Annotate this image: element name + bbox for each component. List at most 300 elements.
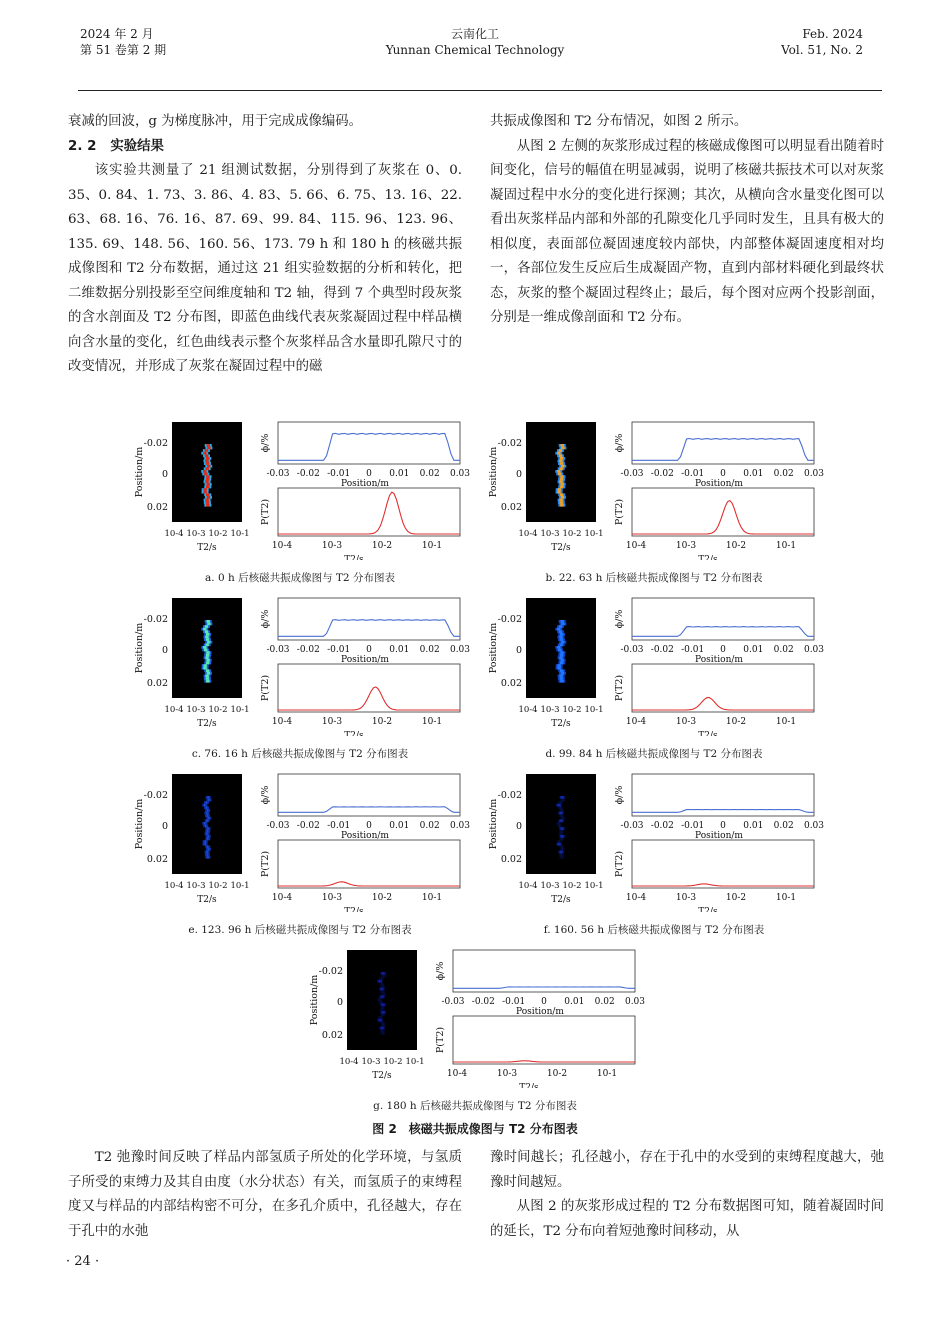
y-axis-label: ϕ/%	[260, 609, 271, 629]
panel-caption: d. 99. 84 h 后核磁共振成像图与 T2 分布图表	[545, 748, 763, 760]
tick-label: 0.01	[389, 469, 410, 479]
mri-signal-core	[560, 659, 563, 662]
tick-label: 10-2	[546, 1069, 568, 1079]
mri-signal-core	[560, 483, 563, 486]
tick-label: -0.03	[620, 645, 644, 655]
mri-signal-core	[204, 843, 205, 846]
tick-label: -0.01	[502, 997, 526, 1007]
mri-signal-core	[205, 625, 208, 628]
tick-label: 10-2	[725, 541, 747, 551]
mri-signal-core	[204, 649, 207, 652]
mri-signal-core	[559, 499, 562, 502]
mri-signal-core	[205, 454, 208, 457]
journal-name-en: Yunnan Chemical Technology	[385, 43, 565, 57]
tick-label: 0	[720, 821, 726, 831]
panel-b	[484, 420, 904, 584]
mri-signal-core	[203, 452, 206, 455]
section-heading	[68, 135, 462, 160]
profile-plot-frame	[632, 422, 814, 464]
tick-label: 10-1	[775, 717, 797, 727]
mri-signal-core	[206, 462, 209, 465]
tick-label: 10-2	[562, 529, 582, 539]
mri-signal-core	[382, 1014, 383, 1017]
mri-signal-core	[560, 832, 561, 835]
running-header-right	[781, 26, 863, 58]
profile-series-line	[278, 433, 460, 460]
mri-signal-core	[561, 845, 562, 848]
tick-label: 10-3	[540, 881, 560, 891]
tick-label: 10-2	[208, 705, 228, 715]
tick-label: 10-2	[208, 529, 228, 539]
y-axis-label: P(T2)	[614, 498, 625, 526]
tick-label: 0.02	[773, 645, 794, 655]
x-axis-label: Position/m	[695, 479, 743, 489]
mri-signal-core	[207, 845, 208, 848]
mri-signal-core	[207, 496, 210, 499]
tick-label: 0.02	[146, 678, 168, 689]
tick-label: 10-1	[596, 1069, 618, 1079]
tick-label: -0.02	[497, 614, 522, 625]
paragraph: 从图 2 左侧的灰浆形成过程的核磁成像图可以明显看出随着时间变化，信号的幅值在明显减弱，说明了核磁共振技术可以对灰浆凝固过程中水分的变化进行探测；其次，从横向含水量变化图可以看出灰浆样品内部和外部的孔隙变化几乎同时发生，且具有极大的相似度，表面部位凝固速度较内部快，内部整体凝固速度相对均一，各部位发生反应后生成凝固产物，直到内部材料硬化到最终状态，灰浆的整个凝固过程终止；最后，每个图对应两个投影剖面，分别是一维成像剖面和 T2 分布。	[490, 138, 884, 325]
mri-signal-core	[383, 972, 384, 975]
tick-label: 10-1	[584, 705, 604, 715]
tick-label: 0.02	[773, 469, 794, 479]
panel-svg-e	[130, 772, 470, 912]
mri-signal-core	[205, 449, 208, 452]
mri-signal-core	[207, 856, 208, 859]
tick-label: 10-3	[675, 893, 697, 903]
panel-caption: g. 180 h 后核磁共振成像图与 T2 分布图表	[373, 1100, 577, 1112]
tick-label: 0.02	[419, 469, 440, 479]
mri-signal-core	[206, 851, 207, 854]
mri-signal-core	[559, 675, 562, 678]
tick-label: 10-4	[625, 717, 647, 727]
y-axis-label: Position/m	[134, 446, 145, 498]
tick-label: 0	[515, 821, 522, 832]
tick-label: -0.02	[497, 438, 522, 449]
mri-signal-core	[207, 853, 208, 856]
tick-label: 0.02	[500, 854, 522, 865]
mri-signal-core	[560, 638, 563, 641]
tick-label: -0.02	[650, 821, 674, 831]
x-axis-label: T2/s	[197, 895, 217, 905]
mri-signal-core	[205, 630, 208, 633]
tick-label: 0	[366, 821, 372, 831]
text-line: 衰减的回波，g 为梯度脉冲，用于完成成像编码。	[68, 114, 363, 129]
mri-signal-core	[379, 980, 380, 983]
mri-signal-core	[559, 460, 562, 463]
paragraph: 该实验共测量了 21 组测试数据，分别得到了灰浆在 0、0. 35、0. 84、1. 73、3. 86、4. 83、5. 66、6. 75、13. 16、22. 63、68. 16、76. 16、87. 69、99. 84、115. 96、123. 96、135. 69、148. 56、160. 56、173. 79 h 和 180 h 的核磁共振成像图和 T2 分布数据，通过这 21 组实验数据的分析和转化，把二维数据分别投影至空间维度轴和 T2 轴，得到 7 个典型时段灰浆的含水剖面及 T2 分布图，即蓝色曲线代表灰浆凝固过程中样品横向含水量的变化，红色曲线表示整个灰浆样品含水量即孔隙尺寸的改变情况，并形成了灰浆在凝固过程中的磁	[68, 163, 462, 374]
mri-signal-core	[207, 620, 210, 623]
mri-signal-core	[560, 812, 561, 815]
tick-label: 10-2	[562, 881, 582, 891]
left-column-top	[68, 110, 462, 380]
mri-signal-core	[382, 1021, 383, 1024]
mri-signal-core	[560, 486, 563, 489]
mri-signal-core	[207, 447, 210, 450]
mri-signal-core	[561, 447, 564, 450]
t2-plot-frame	[632, 664, 814, 712]
tick-label: 0.03	[624, 997, 645, 1007]
mri-signal-core	[206, 677, 209, 680]
mri-signal-core	[382, 990, 383, 993]
figure-title: 图 2 核磁共振成像图与 T2 分布图表	[372, 1122, 578, 1136]
tick-label: -0.01	[681, 821, 705, 831]
mri-signal-core	[208, 799, 209, 802]
mri-signal-core	[559, 656, 562, 659]
tick-label: 10-3	[540, 529, 560, 539]
panel-caption: c. 76. 16 h 后核磁共振成像图与 T2 分布图表	[191, 748, 409, 760]
mri-signal-core	[206, 669, 209, 672]
right-column-top	[490, 110, 884, 331]
panel-svg-f	[484, 772, 824, 912]
mri-signal-core	[560, 462, 563, 465]
mri-signal-core	[558, 822, 559, 825]
y-axis-label: ϕ/%	[614, 609, 625, 629]
mri-signal-core	[558, 840, 559, 843]
panel-caption: f. 160. 56 h 后核磁共振成像图与 T2 分布图表	[543, 924, 765, 936]
tick-label: 0	[515, 645, 522, 656]
t2-plot-frame	[453, 1016, 635, 1064]
mri-signal-core	[207, 830, 208, 833]
tick-label: -0.02	[296, 645, 320, 655]
mri-signal-core	[206, 493, 209, 496]
mri-signal-core	[206, 457, 209, 460]
left-column-bottom	[68, 1146, 462, 1244]
mri-signal-core	[208, 796, 209, 799]
tick-label: -0.02	[143, 614, 168, 625]
mri-signal-core	[205, 460, 208, 463]
mri-signal-core	[381, 982, 382, 985]
mri-signal-core	[560, 806, 561, 809]
mri-signal-core	[559, 630, 562, 633]
tick-label: 0.02	[146, 502, 168, 513]
tick-label: -0.02	[143, 790, 168, 801]
mri-signal-core	[560, 851, 561, 854]
tick-label: -0.02	[650, 645, 674, 655]
tick-label: 0	[336, 997, 343, 1008]
mri-signal-core	[205, 656, 208, 659]
tick-label: -0.01	[681, 469, 705, 479]
x-axis-label: Position/m	[516, 1007, 564, 1017]
tick-label: 10-4	[446, 1069, 468, 1079]
x-axis-label: T2/s	[519, 1083, 539, 1088]
header-volume-en: Vol. 51, No. 2	[781, 43, 863, 57]
mri-signal-core	[561, 838, 562, 841]
mri-signal-core	[561, 856, 562, 859]
tick-label: 0	[720, 645, 726, 655]
mri-signal-core	[558, 804, 559, 807]
mri-signal-core	[203, 491, 206, 494]
tick-label: 10-1	[421, 541, 443, 551]
mri-signal-core	[561, 835, 562, 838]
tick-label: -0.03	[266, 645, 290, 655]
mri-signal-core	[561, 809, 562, 812]
tick-label: 0	[515, 469, 522, 480]
profile-series-line	[632, 627, 814, 637]
mri-signal-core	[203, 646, 206, 649]
mri-signal-core	[207, 835, 208, 838]
y-axis-label: ϕ/%	[260, 785, 271, 805]
header-volume: 第 51 卷第 2 期	[80, 43, 167, 57]
tick-label: 0.03	[803, 821, 824, 831]
tick-label: -0.02	[497, 790, 522, 801]
tick-label: 10-1	[775, 893, 797, 903]
mri-signal-core	[380, 1001, 381, 1004]
y-axis-label: ϕ/%	[614, 785, 625, 805]
mri-signal-core	[561, 496, 564, 499]
t2-series-line	[278, 687, 460, 710]
tick-label: -0.03	[441, 997, 465, 1007]
tick-label: 10-1	[584, 529, 604, 539]
t2-plot-frame	[278, 664, 460, 712]
mri-signal-core	[557, 664, 560, 667]
mri-signal-core	[203, 488, 206, 491]
y-axis-label: P(T2)	[260, 850, 271, 878]
mri-signal-core	[557, 491, 560, 494]
tick-label: -0.03	[620, 469, 644, 479]
y-axis-label: Position/m	[309, 974, 320, 1026]
tick-label: -0.02	[650, 469, 674, 479]
tick-label: 10-3	[186, 881, 206, 891]
section-title: 实验结果	[110, 138, 164, 154]
tick-label: 0.01	[743, 469, 764, 479]
tick-label: 0.03	[449, 645, 470, 655]
tick-label: 10-3	[186, 705, 206, 715]
tick-label: -0.02	[471, 997, 495, 1007]
tick-label: 10-4	[625, 893, 647, 903]
tick-label: 0.02	[594, 997, 615, 1007]
tick-label: 0.02	[419, 821, 440, 831]
panel-f	[484, 772, 904, 936]
mri-signal-core	[560, 475, 563, 478]
tick-label: 10-4	[625, 541, 647, 551]
mri-signal-core	[207, 672, 210, 675]
tick-label: 0.01	[389, 645, 410, 655]
mri-signal-core	[379, 1016, 380, 1019]
x-axis-label: T2/s	[344, 555, 364, 560]
panel-svg-a	[130, 420, 470, 560]
mri-signal-core	[382, 1029, 383, 1032]
x-axis-label: T2/s	[698, 907, 718, 912]
section-number: 2. 2	[68, 138, 97, 154]
tick-label: 10-3	[540, 705, 560, 715]
mri-signal-core	[560, 501, 563, 504]
panel-svg-b	[484, 420, 824, 560]
t2-series-line	[632, 501, 814, 535]
mri-signal-core	[207, 814, 208, 817]
mri-signal-core	[561, 830, 562, 833]
mri-signal-core	[383, 1024, 384, 1027]
mri-signal-core	[203, 667, 206, 670]
t2-series-line	[632, 884, 814, 886]
mri-signal-core	[557, 488, 560, 491]
tick-label: 0	[366, 469, 372, 479]
tick-label: -0.01	[327, 821, 351, 831]
tick-label: -0.02	[296, 469, 320, 479]
mri-signal-core	[207, 465, 210, 468]
y-axis-label: P(T2)	[614, 850, 625, 878]
mri-signal-core	[207, 838, 208, 841]
tick-label: -0.01	[327, 469, 351, 479]
mri-signal-core	[559, 825, 560, 828]
mri-signal-core	[208, 817, 209, 820]
tick-label: 10-4	[164, 881, 184, 891]
tick-label: 0	[366, 645, 372, 655]
mri-signal-core	[206, 654, 209, 657]
tick-label: -0.02	[318, 966, 343, 977]
x-axis-label: T2/s	[698, 555, 718, 560]
profile-plot-frame	[278, 774, 460, 816]
tick-label: 10-4	[339, 1057, 359, 1067]
mri-signal-core	[206, 662, 209, 665]
tick-label: 10-4	[164, 705, 184, 715]
panel-svg-c	[130, 596, 470, 736]
tick-label: 0.02	[419, 645, 440, 655]
mri-signal-core	[207, 827, 208, 830]
mri-signal-core	[381, 988, 382, 991]
mri-signal-core	[205, 643, 208, 646]
mri-signal-core	[560, 493, 563, 496]
mri-signal-core	[381, 1008, 382, 1011]
mri-signal-core	[557, 667, 560, 670]
mri-signal-core	[204, 840, 205, 843]
t2-plot-frame	[278, 488, 460, 536]
tick-label: 0.03	[803, 469, 824, 479]
mri-signal-core	[560, 633, 563, 636]
mri-signal-core	[562, 799, 563, 802]
tick-label: 10-3	[321, 717, 343, 727]
mri-signal-core	[558, 649, 561, 652]
x-axis-label: T2/s	[344, 907, 364, 912]
mri-signal-core	[207, 623, 210, 626]
x-axis-label: T2/s	[551, 895, 571, 905]
y-axis-label: P(T2)	[260, 498, 271, 526]
mri-signal-core	[561, 641, 564, 644]
t2-plot-frame	[278, 840, 460, 888]
tick-label: 0.03	[449, 469, 470, 479]
tick-label: 10-2	[371, 717, 393, 727]
mri-signal-core	[561, 620, 564, 623]
y-axis-label: P(T2)	[614, 674, 625, 702]
tick-label: -0.01	[681, 645, 705, 655]
panel-caption: e. 123. 96 h 后核磁共振成像图与 T2 分布图表	[188, 924, 412, 936]
mri-signal-core	[383, 993, 384, 996]
tick-label: 10-2	[383, 1057, 403, 1067]
tick-label: 10-3	[361, 1057, 381, 1067]
mri-signal-core	[206, 659, 209, 662]
page-number: · 24 ·	[66, 1254, 100, 1269]
mri-signal-core	[206, 638, 209, 641]
tick-label: -0.02	[143, 438, 168, 449]
y-axis-label: Position/m	[134, 798, 145, 850]
tick-label: 10-4	[271, 893, 293, 903]
tick-label: 10-1	[421, 717, 443, 727]
profile-series-line	[632, 439, 814, 461]
t2-series-line	[278, 882, 460, 886]
mri-signal-core	[560, 677, 563, 680]
mri-signal-core	[206, 483, 209, 486]
y-axis-label: P(T2)	[260, 674, 271, 702]
mri-signal-core	[205, 467, 208, 470]
header-date: 2024 年 2 月	[80, 27, 154, 41]
y-axis-label: ϕ/%	[614, 433, 625, 453]
profile-plot-frame	[278, 422, 460, 464]
profile-series-line	[453, 987, 635, 988]
mri-signal-core	[560, 654, 563, 657]
mri-signal-core	[203, 664, 206, 667]
panel-svg-g	[305, 948, 645, 1088]
mri-signal-core	[561, 672, 564, 675]
mri-signal-core	[207, 641, 210, 644]
mri-signal-core	[205, 825, 206, 828]
y-axis-label: Position/m	[488, 446, 499, 498]
tick-label: 10-2	[371, 541, 393, 551]
profile-plot-frame	[453, 950, 635, 992]
mri-signal-core	[379, 1019, 380, 1022]
mri-signal-core	[206, 504, 209, 507]
mri-signal-core	[560, 478, 563, 481]
tick-label: 10-2	[371, 893, 393, 903]
right-column-bottom	[490, 1146, 884, 1244]
mri-signal-core	[208, 848, 209, 851]
mri-signal-core	[382, 985, 383, 988]
tick-label: 0.02	[773, 821, 794, 831]
mri-signal-core	[205, 636, 208, 639]
x-axis-label: Position/m	[695, 655, 743, 665]
panel-g	[305, 948, 725, 1112]
tick-label: 10-3	[675, 717, 697, 727]
mri-signal-core	[205, 480, 208, 483]
mri-signal-core	[560, 819, 561, 822]
x-axis-label: T2/s	[551, 719, 571, 729]
tick-label: 0.03	[803, 645, 824, 655]
y-axis-label: Position/m	[488, 622, 499, 674]
mri-signal-core	[557, 470, 560, 473]
mri-signal-core	[206, 806, 207, 809]
x-axis-label: Position/m	[695, 831, 743, 841]
mri-signal-core	[561, 623, 564, 626]
mri-signal-core	[381, 977, 382, 980]
y-axis-label: Position/m	[134, 622, 145, 674]
mri-signal-core	[206, 475, 209, 478]
mri-signal-core	[381, 1027, 382, 1030]
x-axis-label: T2/s	[372, 1071, 392, 1081]
mri-signal-core	[379, 998, 380, 1001]
tick-label: 10-1	[405, 1057, 425, 1067]
mri-signal-core	[207, 809, 208, 812]
header-date-en: Feb. 2024	[802, 27, 863, 41]
text-line: 共振成像图和 T2 分布情况，如图 2 所示。	[490, 114, 748, 129]
mri-signal-core	[206, 832, 207, 835]
x-axis-label: T2/s	[344, 731, 364, 736]
x-axis-label: T2/s	[698, 731, 718, 736]
tick-label: 10-1	[230, 529, 250, 539]
t2-plot-frame	[632, 840, 814, 888]
mri-signal-core	[560, 504, 563, 507]
tick-label: 10-3	[186, 529, 206, 539]
mri-signal-core	[382, 1011, 383, 1014]
tick-label: 0.01	[743, 645, 764, 655]
mri-signal-core	[560, 801, 561, 804]
mri-signal-core	[557, 452, 560, 455]
mri-signal-core	[559, 454, 562, 457]
tick-label: -0.02	[296, 821, 320, 831]
mri-signal-core	[557, 646, 560, 649]
tick-label: 10-3	[321, 541, 343, 551]
mri-signal-core	[205, 675, 208, 678]
mri-signal-core	[558, 843, 559, 846]
